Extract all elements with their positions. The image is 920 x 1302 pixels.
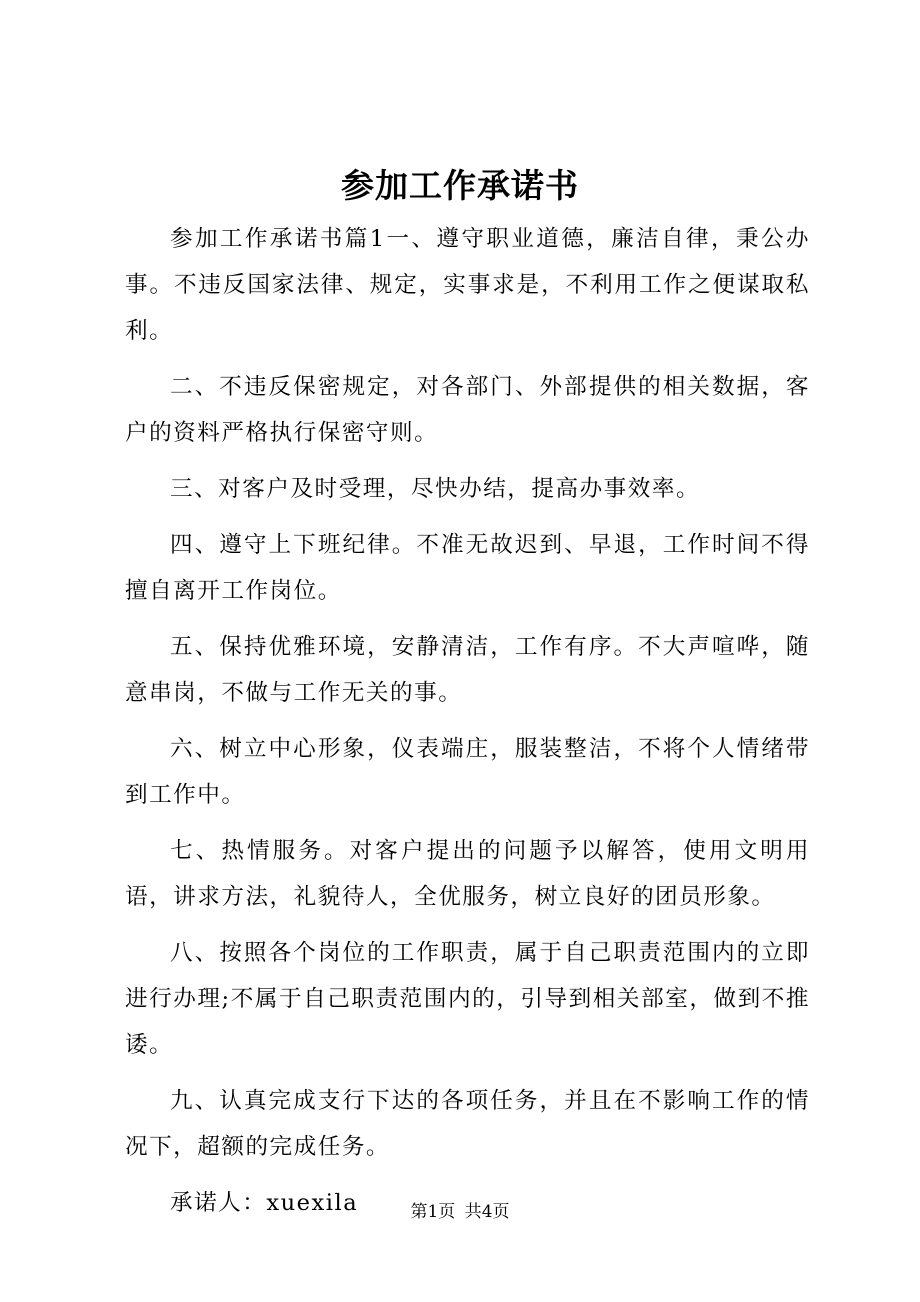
paragraph-8: 八、按照各个岗位的工作职责，属于自己职责范围内的立即进行办理;不属于自己职责范围内的，引导到相关部室，做到不推诿。 <box>125 940 810 1058</box>
document-title: 参加工作承诺书 <box>341 166 579 205</box>
document-body <box>125 216 810 1236</box>
paragraph-6: 六、树立中心形象，仪表端庄，服装整洁，不将个人情绪带到工作中。 <box>125 736 810 808</box>
paragraph-3: 三、对客户及时受理，尽快办结，提高办事效率。 <box>170 476 701 502</box>
page-footer <box>0 1198 920 1226</box>
paragraph-7: 七、热情服务。对客户提出的问题予以解答，使用文明用语，讲求方法，礼貌待人，全优服务，树立良好的团员形象。 <box>125 838 810 910</box>
signature-line: 承诺人：xuexila <box>170 1190 359 1216</box>
paragraph-5: 五、保持优雅环境，安静清洁，工作有序。不大声喧哗，随意串岗，不做与工作无关的事。 <box>125 634 810 706</box>
paragraph-2: 二、不违反保密规定，对各部门、外部提供的相关数据，客户的资料严格执行保密守则。 <box>125 374 810 446</box>
paragraph-4: 四、遵守上下班纪律。不准无故迟到、早退，工作时间不得擅自离开工作岗位。 <box>125 532 810 604</box>
page-number: 第1页 <box>410 1202 456 1222</box>
paragraph-9: 九、认真完成支行下达的各项任务，并且在不影响工作的情况下，超额的完成任务。 <box>125 1088 810 1160</box>
paragraph-1: 参加工作承诺书篇1一、遵守职业道德，廉洁自律，秉公办事。不违反国家法律、规定，实事求是，不利用工作之便谋取私利。 <box>125 226 810 344</box>
page-total: 共4页 <box>464 1202 510 1222</box>
